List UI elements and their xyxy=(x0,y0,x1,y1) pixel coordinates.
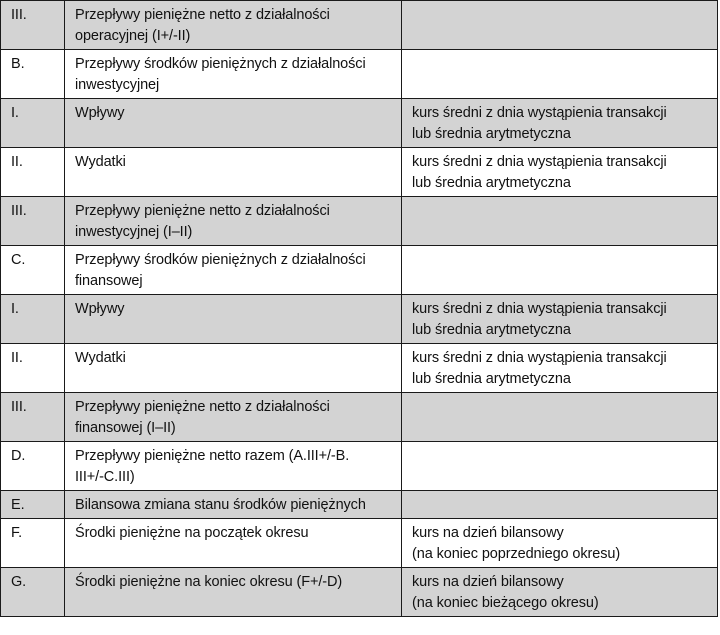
row-code: III. xyxy=(11,7,27,23)
row-exchange-rate-line: kurs średni z dnia wystąpienia transakcji xyxy=(412,350,667,366)
row-label-line: Przepływy pieniężne netto razem (A.III+/-B. xyxy=(75,448,350,464)
row-label-cell xyxy=(65,148,402,197)
row-label-cell xyxy=(65,50,402,99)
row-label-line: inwestycyjnej xyxy=(75,77,160,93)
row-label-cell xyxy=(65,519,402,568)
row-code-cell xyxy=(1,393,65,442)
row-exchange-rate-cell xyxy=(402,197,718,246)
row-exchange-rate-line: kurs na dzień bilansowy xyxy=(412,574,564,590)
row-label-line: Bilansowa zmiana stanu środków pieniężnych xyxy=(75,497,366,513)
row-label-cell xyxy=(65,246,402,295)
table-row xyxy=(1,197,718,246)
row-exchange-rate-line: kurs średni z dnia wystąpienia transakcji xyxy=(412,301,667,317)
row-exchange-rate-line: lub średnia arytmetyczna xyxy=(412,175,571,191)
row-exchange-rate-line: kurs na dzień bilansowy xyxy=(412,525,564,541)
row-code: I. xyxy=(11,301,19,317)
table-row xyxy=(1,148,718,197)
row-exchange-rate-line: kurs średni z dnia wystąpienia transakcji xyxy=(412,105,667,121)
row-exchange-rate-cell xyxy=(402,148,718,197)
row-code-cell xyxy=(1,295,65,344)
row-label-cell xyxy=(65,344,402,393)
row-exchange-rate-cell xyxy=(402,246,718,295)
row-exchange-rate-cell xyxy=(402,519,718,568)
row-exchange-rate-cell xyxy=(402,568,718,617)
row-code: II. xyxy=(11,350,23,366)
row-label-line: Środki pieniężne na koniec okresu (F+/-D) xyxy=(75,574,343,590)
table-row xyxy=(1,344,718,393)
row-code: G. xyxy=(11,574,27,590)
row-label-line: finansowej xyxy=(75,273,143,289)
row-code-cell xyxy=(1,1,65,50)
row-code: I. xyxy=(11,105,19,121)
row-label-line: Przepływy środków pieniężnych z działalności xyxy=(75,252,366,268)
row-label-line: Wpływy xyxy=(75,105,125,121)
row-exchange-rate-cell xyxy=(402,1,718,50)
row-code: C. xyxy=(11,252,26,268)
row-code-cell xyxy=(1,246,65,295)
row-code-cell xyxy=(1,519,65,568)
row-exchange-rate-cell xyxy=(402,50,718,99)
row-code-cell xyxy=(1,50,65,99)
table-row xyxy=(1,393,718,442)
row-exchange-rate-line: (na koniec poprzedniego okresu) xyxy=(412,546,621,562)
row-code: E. xyxy=(11,497,25,513)
row-label-cell xyxy=(65,1,402,50)
row-exchange-rate-cell xyxy=(402,442,718,491)
row-exchange-rate-cell xyxy=(402,393,718,442)
row-label-cell xyxy=(65,393,402,442)
row-label-cell xyxy=(65,99,402,148)
row-label-line: Wydatki xyxy=(75,154,126,170)
row-exchange-rate-cell xyxy=(402,99,718,148)
row-label-line: III+/-C.III) xyxy=(75,469,135,485)
row-code-cell xyxy=(1,99,65,148)
row-code-cell xyxy=(1,568,65,617)
row-exchange-rate-line: lub średnia arytmetyczna xyxy=(412,126,571,142)
table-row xyxy=(1,1,718,50)
row-code: D. xyxy=(11,448,26,464)
row-code-cell xyxy=(1,148,65,197)
row-exchange-rate-line: (na koniec bieżącego okresu) xyxy=(412,595,599,611)
row-label-line: Środki pieniężne na początek okresu xyxy=(75,525,309,541)
table-row xyxy=(1,519,718,568)
row-code-cell xyxy=(1,491,65,519)
table-row xyxy=(1,295,718,344)
row-exchange-rate-cell xyxy=(402,491,718,519)
row-label-cell xyxy=(65,295,402,344)
row-code: III. xyxy=(11,203,27,219)
row-label-cell xyxy=(65,491,402,519)
table-row xyxy=(1,99,718,148)
row-label-line: Wpływy xyxy=(75,301,125,317)
table-row xyxy=(1,246,718,295)
row-label-line: Przepływy środków pieniężnych z działalności xyxy=(75,56,366,72)
row-label-line: operacyjnej (I+/-II) xyxy=(75,28,191,44)
table-row xyxy=(1,442,718,491)
row-label-line: Przepływy pieniężne netto z działalności xyxy=(75,399,330,415)
row-label-line: finansowej (I–II) xyxy=(75,420,176,436)
row-label-line: inwestycyjnej (I–II) xyxy=(75,224,193,240)
row-label-line: Przepływy pieniężne netto z działalności xyxy=(75,7,330,23)
row-label-cell xyxy=(65,442,402,491)
row-code: III. xyxy=(11,399,27,415)
row-code-cell xyxy=(1,197,65,246)
table-row xyxy=(1,50,718,99)
row-exchange-rate-cell xyxy=(402,295,718,344)
row-code: B. xyxy=(11,56,25,72)
row-code: II. xyxy=(11,154,23,170)
row-label-line: Przepływy pieniężne netto z działalności xyxy=(75,203,330,219)
row-exchange-rate-line: kurs średni z dnia wystąpienia transakcji xyxy=(412,154,667,170)
row-code-cell xyxy=(1,344,65,393)
row-code-cell xyxy=(1,442,65,491)
row-label-cell xyxy=(65,197,402,246)
table-row xyxy=(1,568,718,617)
cash-flow-table-body xyxy=(1,1,718,617)
row-code: F. xyxy=(11,525,23,541)
row-label-cell xyxy=(65,568,402,617)
table-row xyxy=(1,491,718,519)
row-exchange-rate-cell xyxy=(402,344,718,393)
row-exchange-rate-line: lub średnia arytmetyczna xyxy=(412,371,571,387)
row-exchange-rate-line: lub średnia arytmetyczna xyxy=(412,322,571,338)
row-label-line: Wydatki xyxy=(75,350,126,366)
